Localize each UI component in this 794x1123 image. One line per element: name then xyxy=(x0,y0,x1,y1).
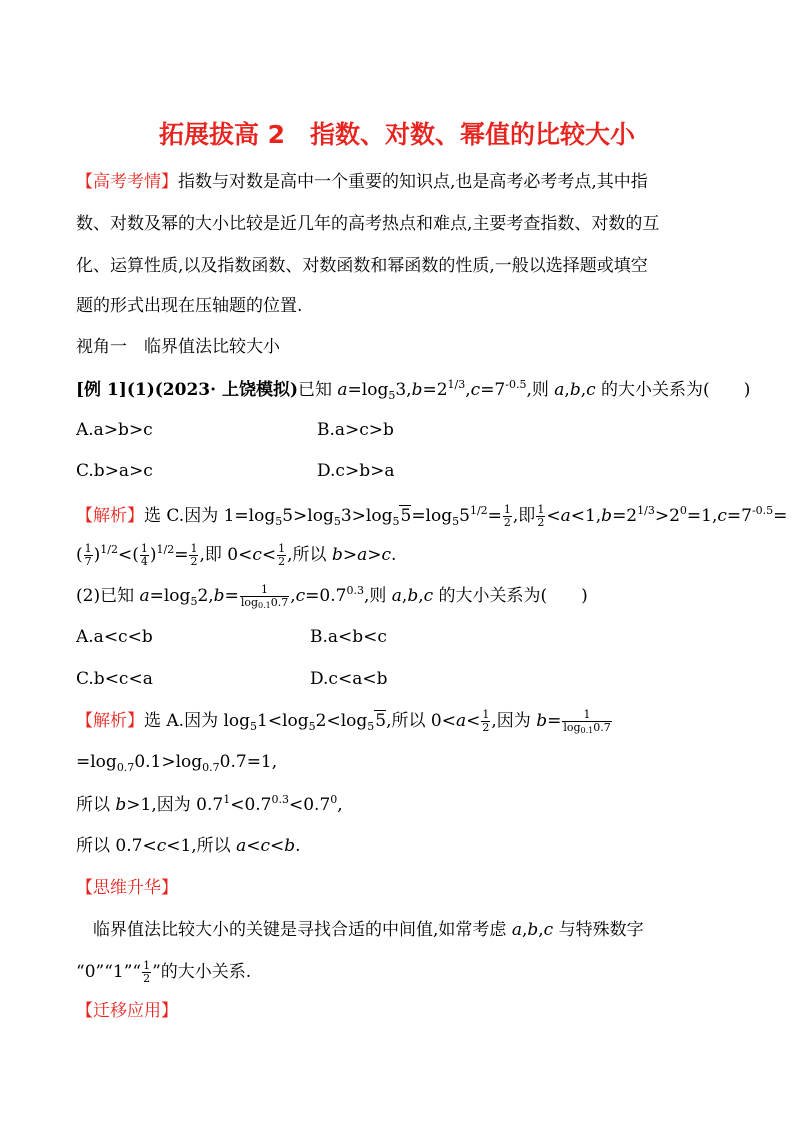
example-1-tag: [例 1] xyxy=(76,380,127,400)
example-2-option-d: D.c<a<b xyxy=(310,669,388,689)
example-2-solution-line-2: $=\log_{0.7}0.1>\log_{0.7}0.7=1$, xyxy=(76,752,278,774)
example-1-option-c: C.b>a>c xyxy=(76,461,153,481)
intro-text-1: 指数与对数是高中一个重要的知识点,也是高考必考考点,其中指 xyxy=(178,172,648,192)
example-2-option-b: B.a<b<c xyxy=(310,627,387,647)
intro-line-2: 数、对数及幂的大小比较是近几年的高考热点和难点,主要考查指数、对数的互 xyxy=(76,214,660,234)
thinking-line-2: “0”“1”“ $\frac{1}{2}$ ”的大小关系. xyxy=(76,959,252,985)
thinking-line-1: 临界值法比较大小的关键是寻找合适的中间值,如常考虑 a,b,c 与特殊数字 xyxy=(93,920,644,940)
intro-line-1 xyxy=(76,172,648,192)
apply-tag: 【迁移应用】 xyxy=(76,1001,178,1021)
example-2-option-a: A.a<c<b xyxy=(76,627,153,647)
thinking-tag: 【思维升华】 xyxy=(76,878,178,898)
example-2-solution-tag: 【解析】 xyxy=(76,711,144,731)
example-2-question: (2)已知 $a=\log_52,b=$ $\frac{1}{\log_{0.1}0.7}$ $,c=0.7^{0.3}$,则 a,b,c 的大小关系为( ) xyxy=(76,583,588,610)
example-2-solution-line-4: 所以 0.7<c<1,所以 a<c<b. xyxy=(76,836,301,856)
example-1-solution-line-1: 【解析】选 C.因为 $1=\log_55>\log_53>\log_55=\log_55^{1/2}=$ $\frac{1}{2}$ ,即 $\frac{1}{2}$ $<a<1,b=2^{1/3}>2^0=1,c=7^{-0.5}=$ xyxy=(76,503,788,529)
example-1-question: [例 1](1)(2023· 上饶模拟)已知 $a=\log_53,b=2^{1/3},c=7^{-0.5}$,则 a,b,c 的大小关系为( ) xyxy=(76,378,751,402)
section-heading: 视角一 临界值法比较大小 xyxy=(76,337,280,357)
example-1-solution-tag: 【解析】 xyxy=(76,506,144,526)
example-1-option-d: D.c>b>a xyxy=(317,461,395,481)
example-2-option-c: C.b<c<a xyxy=(76,669,153,689)
intro-line-4: 题的形式出现在压轴题的位置. xyxy=(76,296,303,316)
example-2-solution-line-3: 所以 b>1,因为 $0.7^1<0.7^{0.3}<0.7^0$, xyxy=(76,793,343,815)
example-2-solution-line-1: 【解析】选 A.因为 $\log_51<\log_52<\log_55$,所以 0<a< $\frac{1}{2}$ ,因为 b= $\frac{1}{\log_{0.1}0.7}$ xyxy=(76,708,611,735)
intro-tag: 【高考考情】 xyxy=(76,172,178,192)
example-1-option-a: A.a>b>c xyxy=(76,420,153,440)
page-title: 拓展拔高 2 指数、对数、幂值的比较大小 xyxy=(158,120,636,149)
intro-line-3: 化、运算性质,以及指数函数、对数函数和幂函数的性质,一般以选择题或填空 xyxy=(76,256,648,276)
example-1-option-b: B.a>c>b xyxy=(317,420,394,440)
example-1-solution-line-2: ( $\frac{1}{7}$ )$^{1/2}$<( $\frac{1}{4}$ )$^{1/2}$= $\frac{1}{2}$ ,即 0<c< $\frac{1}{2}$ ,所以 b>a>c. xyxy=(76,542,397,568)
